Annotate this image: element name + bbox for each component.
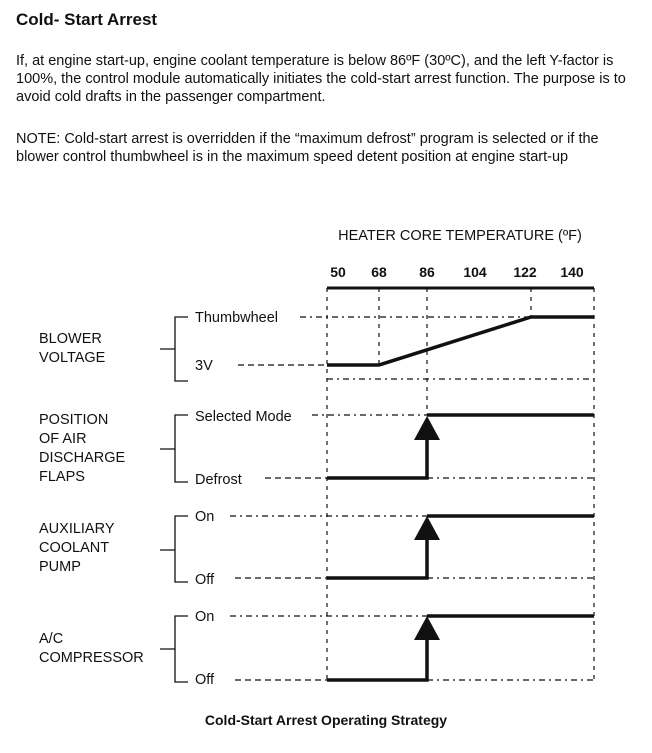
tick-label: 50: [330, 264, 346, 280]
tick-label: 86: [419, 264, 435, 280]
panel-discharge-flaps: [39, 409, 594, 488]
panel-name-line: POSITION: [39, 412, 109, 428]
svg-text:AUXILIARY COOLANT: [39, 521, 118, 575]
svg-text:A/C COMPRESSOR: [39, 631, 144, 666]
panel-name-line: OF AIR: [39, 431, 87, 447]
svg-text:BLOWER VOLTAGE: [39, 331, 106, 366]
axis-ticks: [330, 264, 584, 280]
intro-paragraph: If, at engine start-up, engine coolant temperature is below 86ºF (30ºC), and the left Y-factor is 100%, the control module automatically initiates the cold-start arrest function. The purpose is to avoid cold drafts in the passenger compartment.: [16, 53, 626, 105]
signal-trace: [327, 317, 594, 365]
note-paragraph: NOTE: Cold-start arrest is overridden if the “maximum defrost” program is selected or if the blower control thumbwheel is in the maximum speed detent position at engine start-up: [16, 131, 599, 165]
arrow-head: [414, 616, 440, 640]
panel-name-line: BLOWER: [39, 331, 102, 347]
panel-name-line: AUXILIARY: [39, 521, 115, 537]
temperature-guides: [327, 288, 594, 680]
page-title: Cold- Start Arrest: [16, 10, 158, 29]
panel-name-line: DISCHARGE: [39, 450, 126, 466]
panel-bracket: [160, 516, 188, 582]
panel-name-line: COMPRESSOR: [39, 650, 144, 666]
low-label: Defrost: [195, 472, 242, 488]
tick-label: 68: [371, 264, 387, 280]
high-label: On: [195, 609, 215, 625]
low-label: Off: [195, 572, 215, 588]
arrow-head: [414, 416, 440, 440]
svg-text:POSITION OF AIR DI: [39, 412, 129, 485]
arrow-head: [414, 516, 440, 540]
axis-title: HEATER CORE TEMPERATURE (ºF): [338, 228, 582, 244]
panel-blower-voltage: [39, 310, 594, 381]
low-label: 3V: [195, 358, 213, 374]
panel-name-line: A/C: [39, 631, 64, 647]
high-label: Thumbwheel: [195, 310, 279, 326]
cold-start-arrest-diagram: [0, 200, 652, 705]
tick-label: 122: [513, 264, 537, 280]
panel-name-line: COOLANT: [39, 540, 109, 556]
panel-name-line: VOLTAGE: [39, 350, 106, 366]
figure-caption: Cold-Start Arrest Operating Strategy: [204, 712, 448, 728]
panel-bracket: [160, 616, 188, 682]
signal-trace: [327, 640, 427, 680]
low-label: Off: [195, 672, 215, 688]
high-label: Selected Mode: [195, 409, 292, 425]
tick-label: 140: [560, 264, 584, 280]
panel-name-line: PUMP: [39, 559, 81, 575]
panel-name-line: FLAPS: [39, 469, 85, 485]
panel-bracket: [160, 415, 188, 482]
panel-bracket: [160, 317, 188, 381]
signal-trace: [327, 538, 427, 578]
panel-ac-compressor: [39, 609, 594, 688]
high-label: On: [195, 509, 215, 525]
panel-auxiliary-pump: [39, 509, 594, 588]
signal-trace: [327, 438, 427, 478]
tick-label: 104: [463, 264, 487, 280]
